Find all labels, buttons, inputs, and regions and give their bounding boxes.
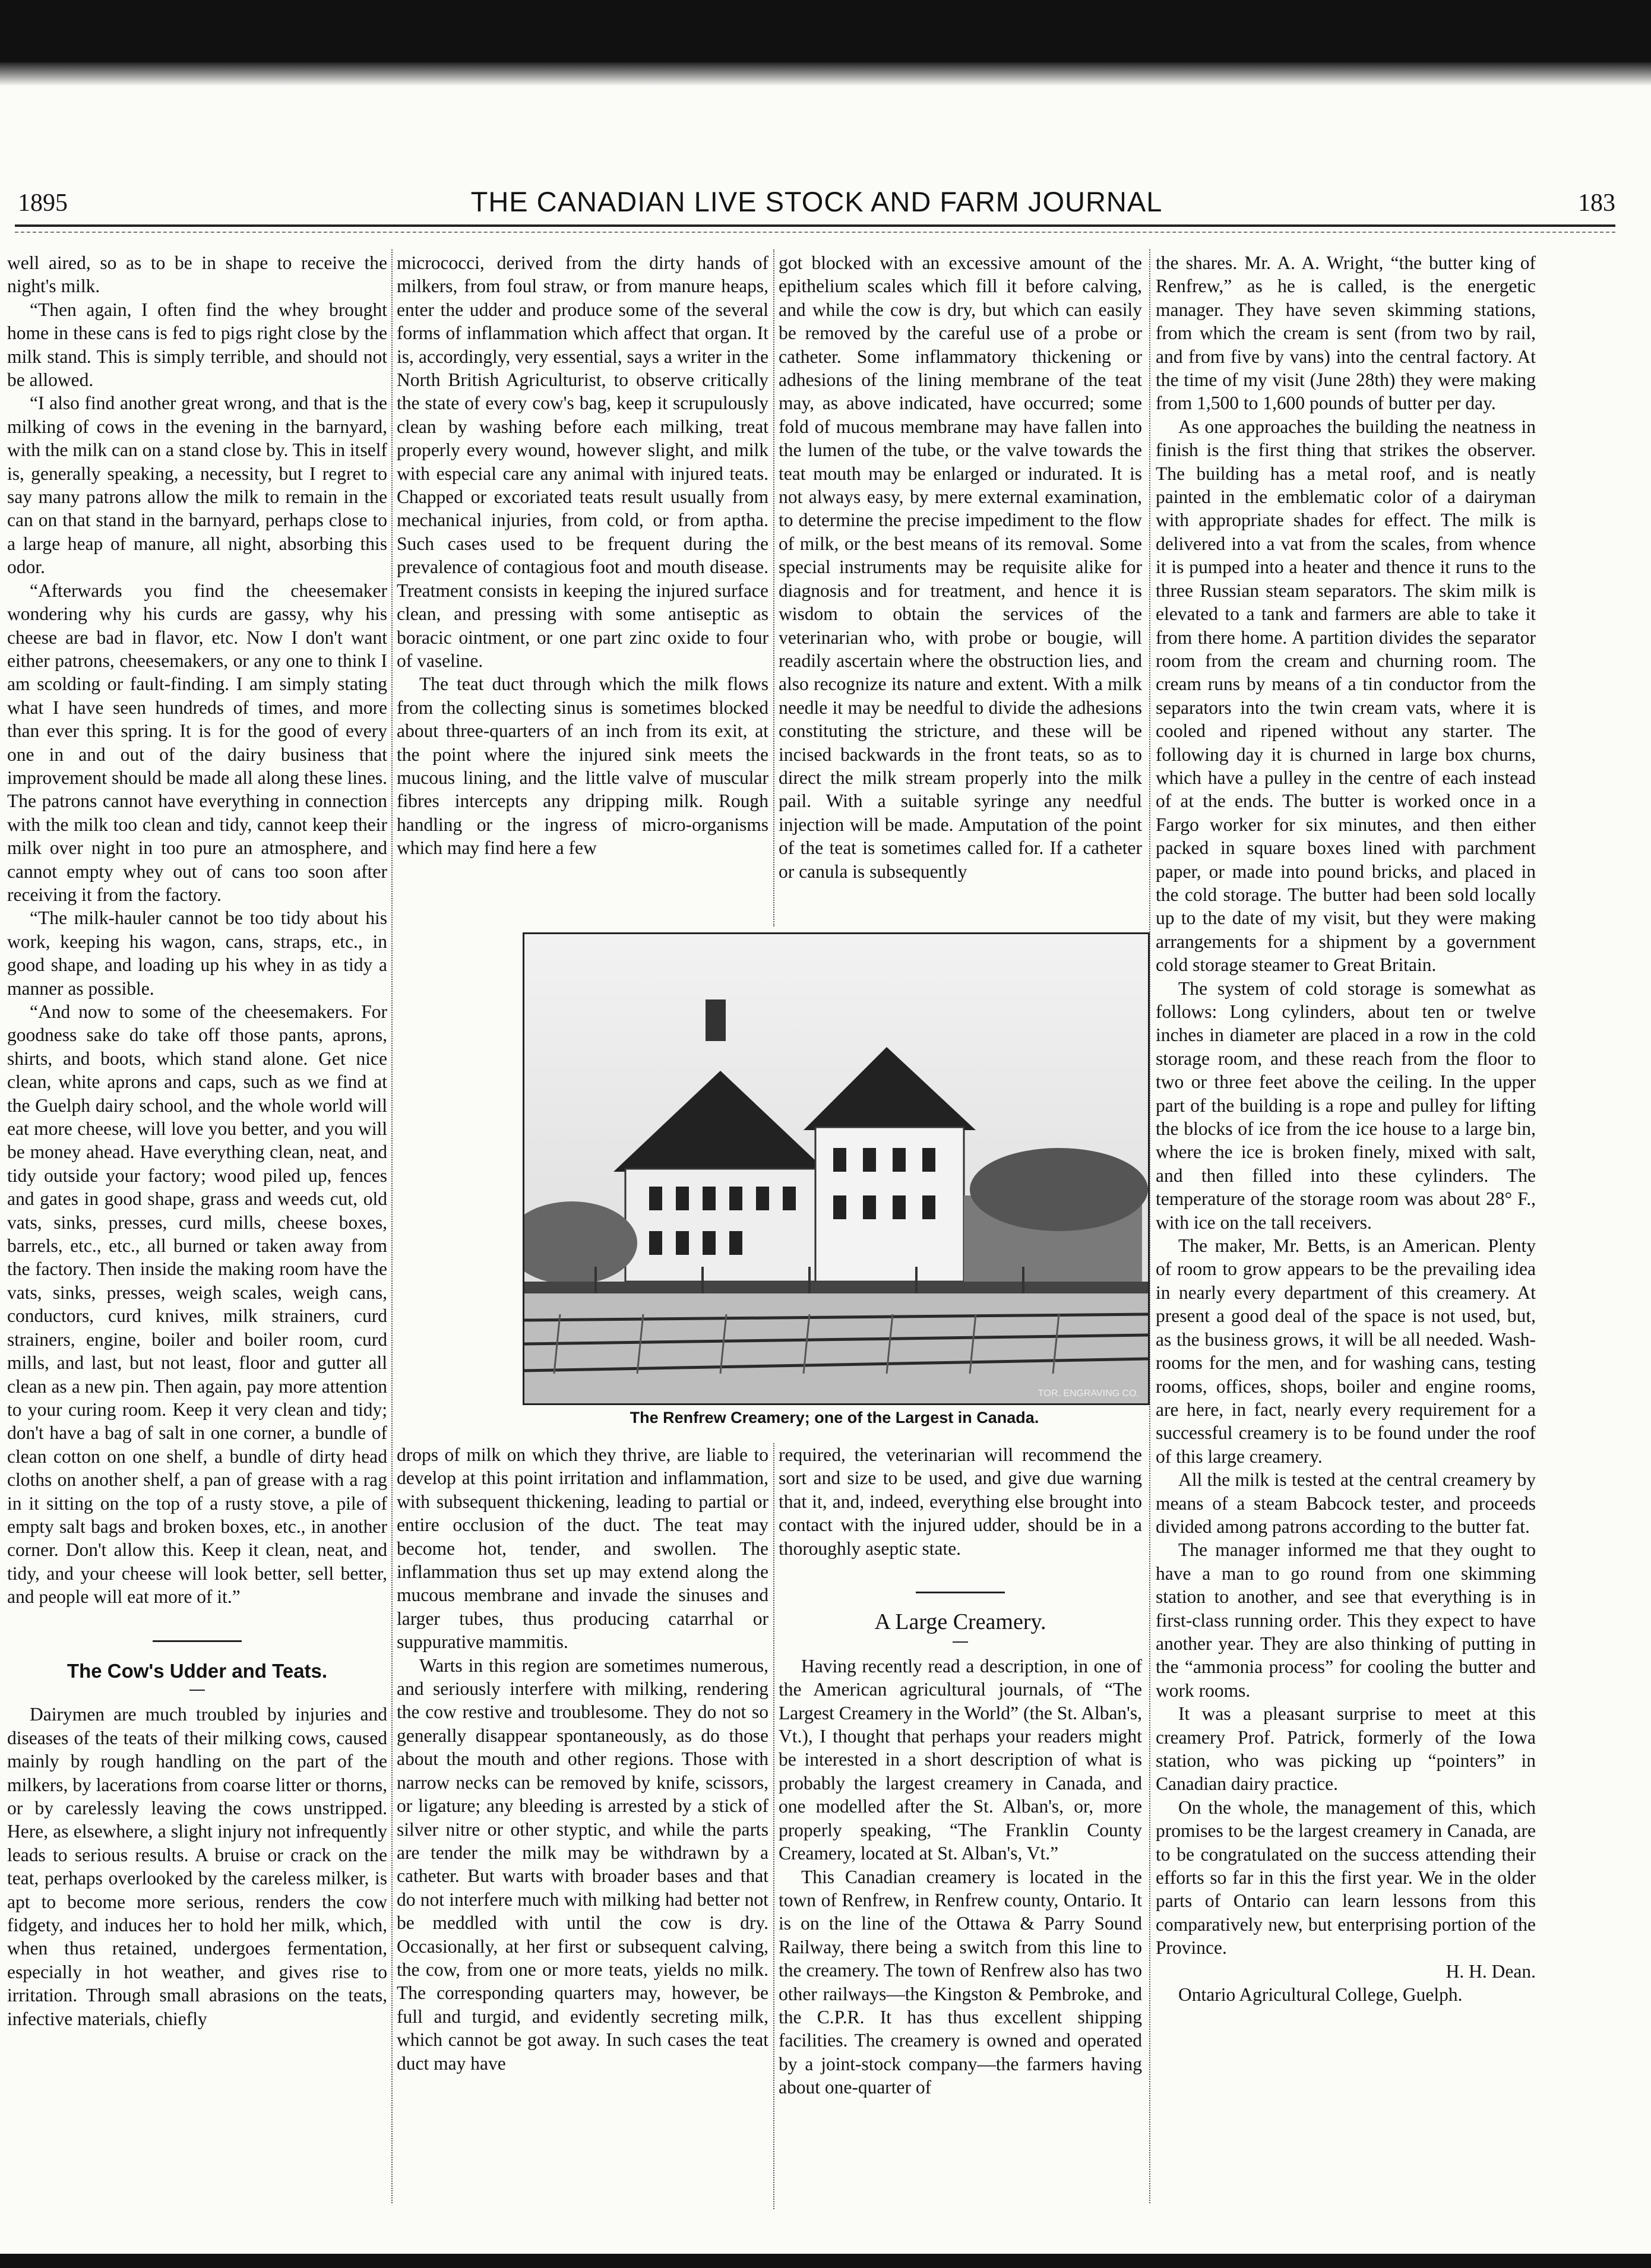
header-rule [15,224,1615,227]
paragraph: On the whole, the management of this, which promises to be the largest creamery in Canada, are to be congratulated on the success attending their efforts so far in this the first year. We in the older parts of Ontario can learn lessons from this comparatively new, but enterprising portion of the Province. [1156,1796,1536,1959]
paragraph: The maker, Mr. Betts, is an American. Plenty of room to grow appears to be the prevailing idea in nearly every department of this creamery. At present a good deal of the space is not used, but, as the business grows, it will be all needed. Wash-rooms for the men, and for washing cans, testing rooms, offices, shops, boiler and engine rooms, are here, in fact, nearly every requirement for a successful creamery is to be found under the roof of this large creamery. [1156,1235,1536,1467]
column-divider [773,249,774,926]
article-heading-large-creamery: A Large Creamery. [874,1609,1046,1635]
paragraph: “Afterwards you find the cheesemaker wondering why his curds are gassy, why his cheese are bad in flavor, etc. Now I don't want either patrons, cheesemakers, or any one to think I am scolding or fault-finding. I am simply stating what I have seen hundreds of times, and more than ever this spring. It is for the good of every one in and out of the dairy business that improvement should be made all along these lines. The patrons cannot have everything in connection with the milk too clean and tidy, cannot keep their milk over night in too pure an atmosphere, and cannot empty whey out of cans too soon after receiving it from the factory. [7,580,387,905]
paragraph: All the milk is tested at the central creamery by means of a steam Babcock tester, and proceeds divided among patrons according to the butter fat. [1156,1469,1536,1537]
creamery-illustration [524,934,1148,1403]
column-3-top [779,251,1142,928]
paragraph: required, the veterinarian will recommend the sort and size to be used, and give due warning that it, and, indeed, everything else brought into contact with the injured udder, should be in a thoroughly aseptic state. [779,1444,1142,1559]
paragraph: “I also find another great wrong, and that is the milking of cows in the evening in the barnyard, with the milk can on a stand close by. This in itself is, generally speaking, a necessity, but I regret to say many patrons allow the milk to remain in the can on that stand in the barnyard, perhaps close to a large heap of manure, all night, absorbing this odor. [7,393,387,578]
column-2-bottom [397,1443,768,2215]
article-heading-cows-udder: The Cow's Udder and Teats. [67,1659,328,1682]
column-2-top [397,251,768,928]
paragraph: the shares. Mr. A. A. Wright, “the butter king of Renfrew,” as he is called, is the energetic manager. They have seven skimming stations, from which the cream is sent (from two by rail, and from five by vans) into the central factory. At the time of my visit (June 28th) they were making from 1,500 to 1,600 pounds of butter per day. [1156,252,1536,414]
section-separator [779,1576,1142,1599]
engraver-credit: TOR. ENGRAVING CO. [1038,1388,1139,1399]
scan-bottom-border [0,2254,1651,2268]
column-divider [773,1443,774,2209]
paragraph: The manager informed me that they ought to have a man to go round from one skimming station to another, and see that everything is in first-class running order. This they expect to have another year. They are also thinking of putting in the “ammonia process” for cooling the butter and work rooms. [1156,1539,1536,1701]
author-affiliation: Ontario Agricultural College, Guelph. [1178,1984,1463,2006]
paragraph: Having recently read a description, in one of the American agricultural journals, of “The Largest Creamery in the World” (the St. Alban's, Vt.), I thought that perhaps your readers might be interested in a short description of what is probably the largest creamery in Canada, and one modelled after the St. Alban's, or, more properly speaking, “The Franklin County Creamery, located at St. Alban's, Vt.” [779,1655,1142,1864]
paragraph: “The milk-hauler cannot be too tidy about his work, keeping his wagon, cans, straps, etc., in good shape, and loading up his whey in as tidy a manner as possible. [7,907,387,999]
column-divider [391,249,393,2203]
paragraph: The system of cold storage is somewhat as follows: Long cylinders, about ten or twelve inches in diameter are placed in a row in the cold storage room, and these reach from the floor to two or three feet above the ceiling. In the upper part of the building is a rope and pulley for lifting the blocks of ice from the ice house to a large bin, where the ice is broken finely, mixed with salt, and then filled into these cylinders. The temperature of the storage room was about 28° F., with ice on the tall receivers. [1156,978,1536,1233]
paragraph: The teat duct through which the milk flows from the collecting sinus is sometimes blocked about three-quarters of an inch from its exit, at the point where the injured sink meets the mucous lining, and the little valve of muscular fibres intercepts any dripping milk. Rough handling or the ingress of micro-organisms which may find here a few [397,673,768,859]
paragraph: Dairymen are much troubled by injuries and diseases of the teats of their milking cows, caused mainly by rough handling on the part of the milkers, by lacerations from coarse litter or thorns, or by carelessly leaving the cows unstripped. Here, as elsewhere, a slight injury not infrequently leads to serious results. A bruise or crack on the teat, perhaps overlooked by the careless milker, is apt to become more serious, renders the cow fidgety, and induces her to hold her milk, which, when thus retained, undergoes fermentation, especially in hot weather, and gives rise to irritation. Through small abrasions on the teats, infective materials, chiefly [7,1704,387,2029]
journal-title: THE CANADIAN LIVE STOCK AND FARM JOURNAL [470,186,1163,217]
paragraph: well aired, so as to be in shape to receive the night's milk. [7,252,387,297]
column-3-bottom [779,1443,1142,2215]
paragraph: This Canadian creamery is located in the town of Renfrew, in Renfrew county, Ontario. It is on the line of the Ottawa & Parry Sound Railway, there being a switch from this line to the creamery. The town of Renfrew also has two other railways—the Kingston & Pembroke, and the C.P.R. It has thus excellent shipping facilities. The creamery is owned and operated by a joint-stock company—the farmers having about one-quarter of [779,1866,1142,2098]
paragraph: “Then again, I often find the whey brought home in these cans is fed to pigs right close by the milk stand. This is simply terrible, and should not be allowed. [7,299,387,391]
paragraph: “And now to some of the cheesemakers. For goodness sake do take off those pants, aprons, shirts, and boots, which stand alone. Get nice clean, white aprons and caps, such as we find at the Guelph dairy school, and the whole world will eat more cheese, will love you better, and you will be money ahead. Have everything clean, neat, and tidy outside your factory; wood piled up, fences and gates in good shape, grass and weeds cut, old vats, sinks, presses, curd mills, cheese boxes, barrels, etc., etc., all burned or taken away from the factory. Then inside the making room have the vats, sinks, presses, weigh scales, weigh cans, conductors, curd knives, milk strainers, curd strainers, engine, boiler and boiler room, curd mills, and last, but not least, floor and gutter all clean as a new pin. Then again, pay more attention to your curing room. Keep it very clean and tidy; don't have a bag of salt in one corner, a bundle of clean cotton on one shelf, a bundle of dirty head cloths on another shelf, a pan of grease with a rag in it sitting on the top of a rusty stove, a pile of empty salt bags and broken boxes, etc., in another corner. Don't allow this. Keep it clean, neat, and tidy, and your cheese will look better, sell better, and people will eat more of it.” [7,1001,387,1608]
header-rule-dashed [15,232,1615,233]
creamery-figure [523,932,1146,1443]
paragraph: drops of milk on which they thrive, are liable to develop at this point irritation and inflammation, with subsequent thickening, leading to partial or entire occlusion of the duct. The teat may become hot, tender, and swollen. The inflammation thus set up may extend along the mucous membrane and invade the sinuses and larger tubes, thus producing catarrhal or suppurative mammitis. [397,1444,768,1653]
header-year: 1895 [18,189,68,217]
paragraph: Warts in this region are sometimes numerous, and seriously interfere with milking, rendering the cow restive and troublesome. They do not so generally disappear spontaneously, as do those about the mouth and other regions. Those with narrow necks can be removed by knife, scissors, or ligature; any bleeding is arrested by a stick of silver nitre or other styptic, and while the parts are tender the milk may be withdrawn by a catheter. But warts with broader bases and that do not interfere much with milking had better not be meddled with until the cow is dry. Occasionally, at her first or subsequent calving, the cow, from one or more teats, yields no milk. The corresponding quarters may, however, be full and turgid, and evidently secreting milk, which cannot be got away. In such cases the teat duct may have [397,1655,768,2074]
figure-caption: The Renfrew Creamery; one of the Largest in Canada. [630,1409,1039,1426]
heading-dash [953,1641,968,1643]
author-signature: H. H. Dean. [1446,1960,1536,1982]
paragraph: It was a pleasant surprise to meet at this creamery Prof. Patrick, formerly of the Iowa station, who was picking up “pointers” in Canadian dairy practice. [1156,1703,1536,1795]
heading-dash [189,1690,205,1691]
scan-top-border [0,0,1651,62]
paragraph: micrococci, derived from the dirty hands of milkers, from foul straw, or from manure heaps, enter the udder and produce some of the several forms of inflammation which affect that organ. It is, accordingly, very essential, says a writer in the North British Agriculturist, to observe critically the state of every cow's bag, keep it scrupulously clean by washing before each milking, treat properly every wound, however slight, and milk with especial care any animal with injured teats. Chapped or excoriated teats result usually from mechanical injuries, from cold, or from aptha. Such cases used to be frequent during the prevalence of contagious foot and mouth disease. Treatment consists in keeping the injured surface clean, and pressing with some antiseptic as boracic ointment, or one part zinc oxide to four of vaseline. [397,252,768,671]
page-number: 183 [1578,189,1615,217]
column-1 [7,251,387,2205]
creamery-photo [523,932,1150,1405]
section-separator [7,1624,387,1647]
paragraph: got blocked with an excessive amount of the epithelium scales which fill it before calving, and while the cow is dry, but which can easily be removed by the careful use of a probe or catheter. Some inflammatory thickening or adhesions of the lining membrane of the teat may, as above indicated, have occurred; some fold of mucous membrane may have fallen into the lumen of the tube, or the valve towards the teat mouth may be enlarged or indurated. It is not always easy, by mere external examination, to determine the precise impediment to the flow of milk, or the best means of its removal. Some special instruments may be requisite alike for diagnosis and for treatment, and hence it is wisdom to obtain the services of the veterinarian who, with probe or bougie, will readily ascertain where the obstruction lies, and also recognize its nature and extent. With a milk needle it may be needful to divide the adhesions constituting the stricture, and these will be incised backwards in the front teats, so as to direct the milk stream properly into the milk pail. With a suitable syringe any needful injection will be made. Amputation of the point of the teat is sometimes called for. If a catheter or canula is subsequently [779,252,1142,882]
paragraph: As one approaches the building the neatness in finish is the first thing that strikes the observer. The building has a metal roof, and is neatly painted in the emblematic color of a dairyman with appropriate shades for effect. The milk is delivered into a vat from the scales, from whence it is pumped into a heater and thence it runs to the three Russian steam separators. The skim milk is elevated to a tank and farmers are able to take it from there home. A partition divides the separator room from the cream and churning room. The cream runs by means of a tin conductor from the separators into the twin cream vats, where it is cooled and ripened without any starter. The following day it is churned in large box churns, which have a pulley in the centre of each instead of at the ends. The butter is worked once in a Fargo worker for six minutes, and then either packed in square boxes lined with parchment paper, or made into pound bricks, and placed in the cold storage. The butter had been sold locally up to the date of my visit, but they were making arrangements for a shipment by a government cold storage steamer to Great Britain. [1156,416,1536,976]
scan-top-shadow [0,62,1651,86]
column-4 [1156,251,1536,2205]
